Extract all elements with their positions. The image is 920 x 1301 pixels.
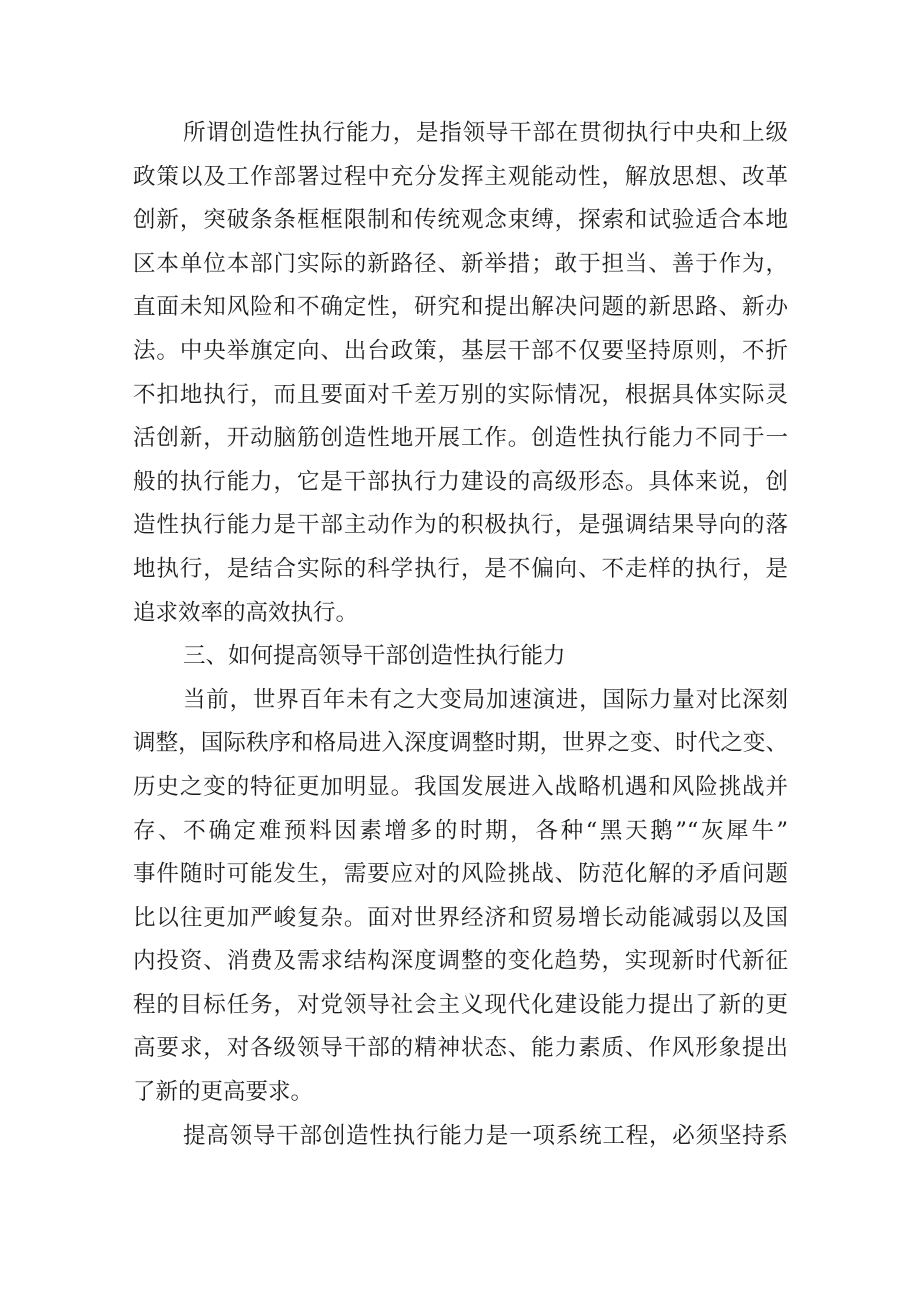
text-line: 直面未知风险和不确定性，研究和提出解决问题的新思路、新办 (133, 294, 788, 321)
paragraph-definition (133, 112, 788, 635)
text-line: 历史之变的特征更加明显。我国发展进入战略机遇和风险挑战并 (133, 773, 788, 800)
text-line: 比以往更加严峻复杂。面对世界经济和贸易增长动能减弱以及国 (133, 904, 788, 931)
paragraph-system-engineering (133, 1115, 788, 1159)
text-line: 提高领导干部创造性执行能力是一项系统工程，必须坚持系 (183, 1122, 788, 1149)
text-line: 造性执行能力是干部主动作为的积极执行，是强调结果导向的落 (133, 512, 788, 539)
text-line: 内投资、消费及需求结构深度调整的变化趋势，实现新时代新征 (133, 948, 788, 975)
text-line: 政策以及工作部署过程中充分发挥主观能动性，解放思想、改革 (133, 163, 788, 190)
text-line: 调整，国际秩序和格局进入深度调整时期，世界之变、时代之变、 (133, 730, 788, 757)
text-line: 当前，世界百年未有之大变局加速演进，国际力量对比深刻 (183, 686, 788, 713)
text-line: 不扣地执行，而且要面对千差万别的实际情况，根据具体实际灵 (133, 381, 788, 408)
text-line: 高要求，对各级领导干部的精神状态、能力素质、作风形象提出 (133, 1035, 788, 1062)
text-line: 活创新，开动脑筋创造性地开展工作。创造性执行能力不同于一 (133, 425, 788, 452)
text-line: 事件随时可能发生，需要应对的风险挑战、防范化解的矛盾问题 (133, 861, 788, 888)
text-line: 了新的更高要求。 (133, 1079, 314, 1106)
section-heading-text: 三、如何提高领导干部创造性执行能力 (183, 643, 566, 670)
text-line: 程的目标任务，对党领导社会主义现代化建设能力提出了新的更 (133, 991, 788, 1018)
text-line: 地执行，是结合实际的科学执行，是不偏向、不走样的执行，是 (133, 555, 788, 582)
section-heading (133, 635, 788, 679)
text-line: 般的执行能力，它是干部执行力建设的高级形态。具体来说，创 (133, 468, 788, 495)
text-line: 所谓创造性执行能力，是指领导干部在贯彻执行中央和上级 (183, 120, 788, 146)
paragraph-context (133, 679, 788, 1115)
text-line: 存、不确定难预料因素增多的时期，各种“黑天鹅”“灰犀牛” (133, 817, 788, 844)
text-line: 区本单位本部门实际的新路径、新举措；敢于担当、善于作为， (133, 250, 788, 277)
text-line: 法。中央举旗定向、出台政策，基层干部不仅要坚持原则，不折 (133, 337, 788, 364)
text-line: 追求效率的高效执行。 (133, 599, 359, 626)
text-line: 创新，突破条条框框限制和传统观念束缚，探索和试验适合本地 (133, 207, 788, 234)
document-body (133, 112, 788, 1158)
